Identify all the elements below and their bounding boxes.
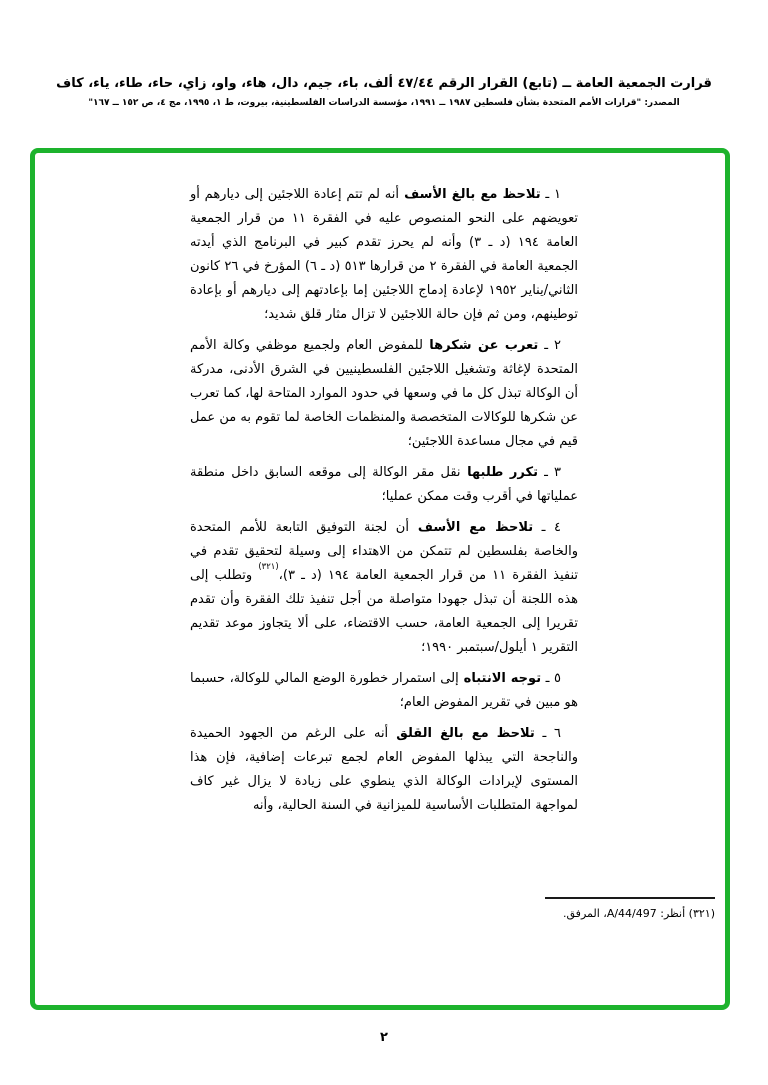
footnote-block: [465, 897, 715, 920]
paragraph-lead: تلاحظ مع بالغ الأسف: [399, 187, 541, 202]
footnote-reference: (٣٢١): [258, 561, 279, 572]
resolution-paragraph: [190, 334, 578, 454]
resolution-paragraph: [190, 461, 578, 509]
paragraph-number: ٣ ـ: [537, 465, 562, 480]
document-title: قرارت الجمعية العامة ــ (تابع) القرار الرقم ٤٧/٤٤ ألف، باء، جيم، دال، هاء، واو، زاي، حاء، طاء، ياء، كاف: [56, 76, 712, 91]
paragraph-number: ٢ ـ: [538, 338, 561, 353]
paragraph-text: أن لجنة التوفيق التابعة للأمم المتحدة والخاصة بفلسطين لم تتمكن من الاهتداء إلى وسيلة لتحقيق تقدم في تنفيذ الفقرة ١١ من قرار الجمعية العامة ١٩٤ (د ـ ٣)،: [190, 520, 578, 583]
footnote-text: (٣٢١) أنظر: A/44/497، المرفق.: [563, 907, 715, 920]
paragraph-number: ٦ ـ: [534, 726, 561, 741]
page-header: [28, 76, 740, 108]
paragraph-text: وتطلب إلى هذه اللجنة أن تبذل جهودا متواصلة من أجل تنفيذ تلك الفقرة وأن تقدم تقريرا إلى الجمعية العامة، حسب الاقتضاء، على ألا يتجاوز موعد تقديم التقرير ١ أيلول/سبتمبر ١٩٩٠؛: [190, 568, 578, 655]
paragraph-number: ١ ـ: [540, 187, 561, 202]
paragraph-text: للمفوض العام ولجميع موظفي وكالة الأمم المتحدة لإغاثة وتشغيل اللاجئين الفلسطينيين في الشرق الأدنى، مدركة أن الوكالة تبذل كل ما في وسعها في حدود الموارد المتاحة لها، كما تعرب عن شكرها للوكالات المتخصصة والمنظمات الخاصة لما تقوم به من عمل قيم في مجال مساعدة اللاجئين؛: [190, 338, 578, 449]
paragraph-lead: تلاحظ مع الأسف: [408, 520, 534, 535]
resolution-paragraph: [190, 516, 578, 660]
paragraph-text: إلى استمرار خطورة الوضع المالي للوكالة، حسبما هو مبين في تقرير المفوض العام؛: [190, 671, 578, 710]
paragraph-text: أنه لم تتم إعادة اللاجئين إلى ديارهم أو تعويضهم على النحو المنصوص عليه في الفقرة ١١ من قرار الجمعية العامة ١٩٤ (د ـ ٣) وأنه لم يحرز تقدم كبير في البرنامج الذي أيدته الجمعية العامة في الفقرة ٢ من قرارها ٥١٣ (د ـ ٦) المؤرخ في ٢٦ كانون الثاني/يناير ١٩٥٢ لإعادة إدماج اللاجئين إما بإعادتهم إلى ديارهم أو بإعادة توطينهم، ومن ثم فإن حالة اللاجئين لا تزال مثار قلق شديد؛: [190, 187, 579, 322]
resolution-body: [190, 183, 578, 825]
footnote-divider: [545, 897, 715, 899]
paragraph-number: ٥ ـ: [541, 671, 561, 686]
paragraph-lead: توجه الانتباه: [458, 671, 542, 686]
paragraph-text: نقل مقر الوكالة إلى موقعه السابق داخل منطقة عملياتها في أقرب وقت ممكن عمليا؛: [190, 465, 578, 504]
paragraph-lead: تلاحظ مع بالغ القلق: [388, 726, 535, 741]
paragraph-text: أنه على الرغم من الجهود الحميدة والناجحة التي يبذلها المفوض العام لجمع تبرعات إضافية، فإن هذا المستوى لإيرادات الوكالة الذي ينطوي على زيادة لا يزال غير كاف لمواجهة المتطلبات الأساسية للميزانية في السنة الحالية، وأنه: [190, 726, 578, 813]
source-citation: المصدر: "قرارات الأمم المتحدة بشأن فلسطين ١٩٨٧ ــ ١٩٩١، مؤسسة الدراسات الفلسطينية، بيروت، ط ١، ١٩٩٥، مج ٤، ص ١٥٢ ــ ١٦٧": [88, 98, 680, 108]
paragraph-lead: تكرر طلبها: [460, 465, 538, 480]
paragraph-lead: تعرب عن شكرها: [422, 338, 539, 353]
highlight-border-box: [30, 148, 730, 1010]
resolution-paragraph: [190, 183, 578, 327]
resolution-paragraph: [190, 722, 578, 818]
page-number: ٢: [380, 1030, 388, 1045]
paragraph-number: ٤ ـ: [533, 520, 562, 535]
resolution-paragraph: [190, 667, 578, 715]
